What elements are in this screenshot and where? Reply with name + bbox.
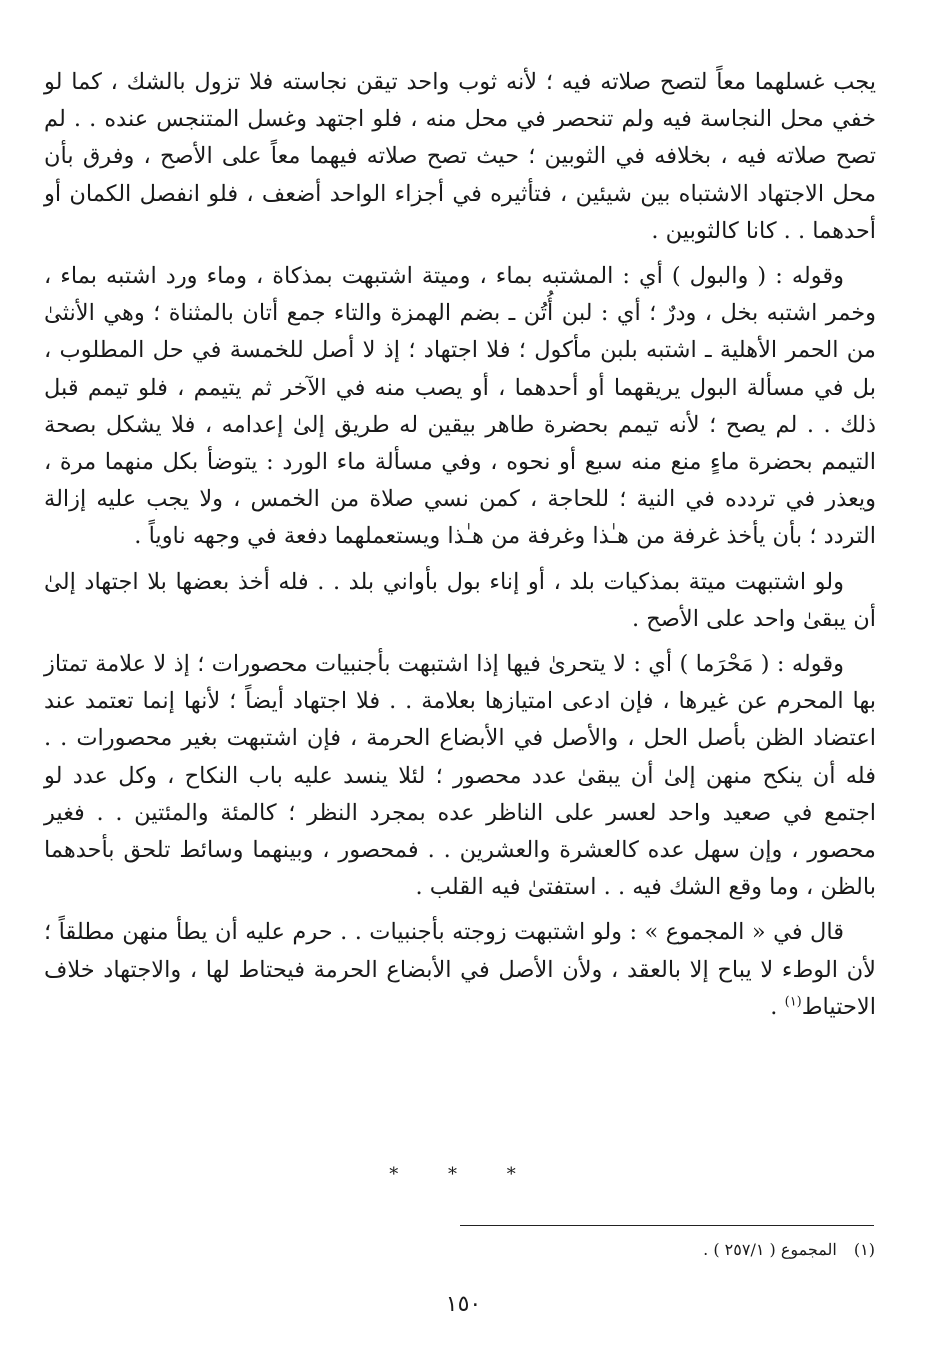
paragraph-3: ولو اشتبهت ميتة بمذكيات بلد ، أو إناء بول بأواني بلد . . فله أخذ بعضها بلا اجتهاد إلىٰ أن يبقىٰ واحد على الأصح . xyxy=(44,568,876,632)
paragraph-5-text: قال في « المجموع » : ولو اشتبهت زوجته بأجنبيات . . حرم عليه أن يطأ منهن مطلقاً ؛ لأن الوطء لا يباح إلا بالعقد ، ولأن الأصل في الأبضاع الحرمة فيحتاط لها ، والاجتهاد خلاف الاحتياط xyxy=(44,919,876,1020)
main-text xyxy=(44,64,876,1034)
footnote-text: المجموع ( ٢٥٧/١ ) . xyxy=(703,1240,837,1259)
paragraph-5-end: . xyxy=(770,993,785,1020)
footnote-divider xyxy=(460,1225,874,1226)
footnote-reference[interactable]: (١) xyxy=(784,994,802,1010)
footnote-number: (١) xyxy=(853,1240,875,1259)
footnote xyxy=(55,1240,875,1259)
paragraph-2: وقوله : ( والبول ) أي : المشتبه بماء ، وميتة اشتبهت بمذكاة ، وماء ورد اشتبه بماء ، وخمر اشتبه بخل ، ودرٌ ؛ أي : لبن أُتُن ـ بضم الهمزة والتاء جمع أتان بالمثناة ؛ وهي الأنثىٰ من الحمر الأهلية ـ اشتبه بلبن مأكول ؛ فلا اجتهاد ؛ إذ لا أصل للخمسة في حل المطلوب ، بل في مسألة البول يريقهما أو أحدهما ، أو يصب منه في الآخر ثم يتيمم ، فلو تيمم قبل ذلك . . لم يصح ؛ لأنه تيمم بحضرة طاهر بيقين له طريق إلىٰ إعدامه ، فلا يشكل بصحة التيمم بحضرة ماءٍ منع منه سبع أو نحوه ، وفي مسألة ماء الورد : يتوضأ بكل منهما مرة ، ويعذر في تردده في النية ؛ للحاجة ، كمن نسي صلاة من الخمس ، ولا يجب عليه إزالة التردد ؛ بأن يأخذ غرفة من هـٰذا وغرفة من هـٰذا ويستعملهما دفعة في وجهه ناوياً . xyxy=(44,263,876,550)
paragraph-1: يجب غسلهما معاً لتصح صلاته فيه ؛ لأنه ثوب واحد تيقن نجاسته فلا تزول بالشك ، كما لو خفي محل النجاسة فيه ولم تنحصر في محل منه ، فلو اجتهد وغسل المتنجس عنده . . لم تصح صلاته فيه ، بخلافه في الثوبين ؛ حيث تصح صلاته فيهما معاً على الأصح ، وفرق بأن محل الاجتهاد الاشتباه بين شيئين ، فتأثيره في أجزاء الواحد أضعف ، فلو انفصل الكمان أو أحدهما . . كانا كالثوبين . xyxy=(44,69,876,244)
section-separator: * * * xyxy=(389,1164,538,1185)
page-number: ١٥٠ xyxy=(445,1292,482,1317)
paragraph-4: وقوله : ( مَحْرَما ) أي : لا يتحرىٰ فيها إذا اشتبهت بأجنبيات محصورات ؛ إذ لا علامة تمتاز بها المحرم عن غيرها ، فإن ادعى امتيازها بعلامة . . فلا اجتهاد أيضاً ؛ لأنها إنما تعتمد عند اعتضاد الظن بأصل الحل ، والأصل في الأبضاع الحرمة ، فإن اشتبهت بغير محصورات . . فله أن ينكح منهن إلىٰ أن يبقىٰ عدد محصور ؛ لئلا ينسد عليه باب النكاح ، وكل عدد لو اجتمع في صعيد واحد لعسر على الناظر عده بمجرد النظر ؛ كالمئة والمئتين . . فغير محصور ، وإن سهل عده كالعشرة والعشرين . . فمحصور ، وبينهما وسائط تلحق بأحدهما بالظن ، وما وقع الشك فيه . . استفتىٰ فيه القلب . xyxy=(44,651,876,901)
paragraph-5 xyxy=(44,914,876,1026)
